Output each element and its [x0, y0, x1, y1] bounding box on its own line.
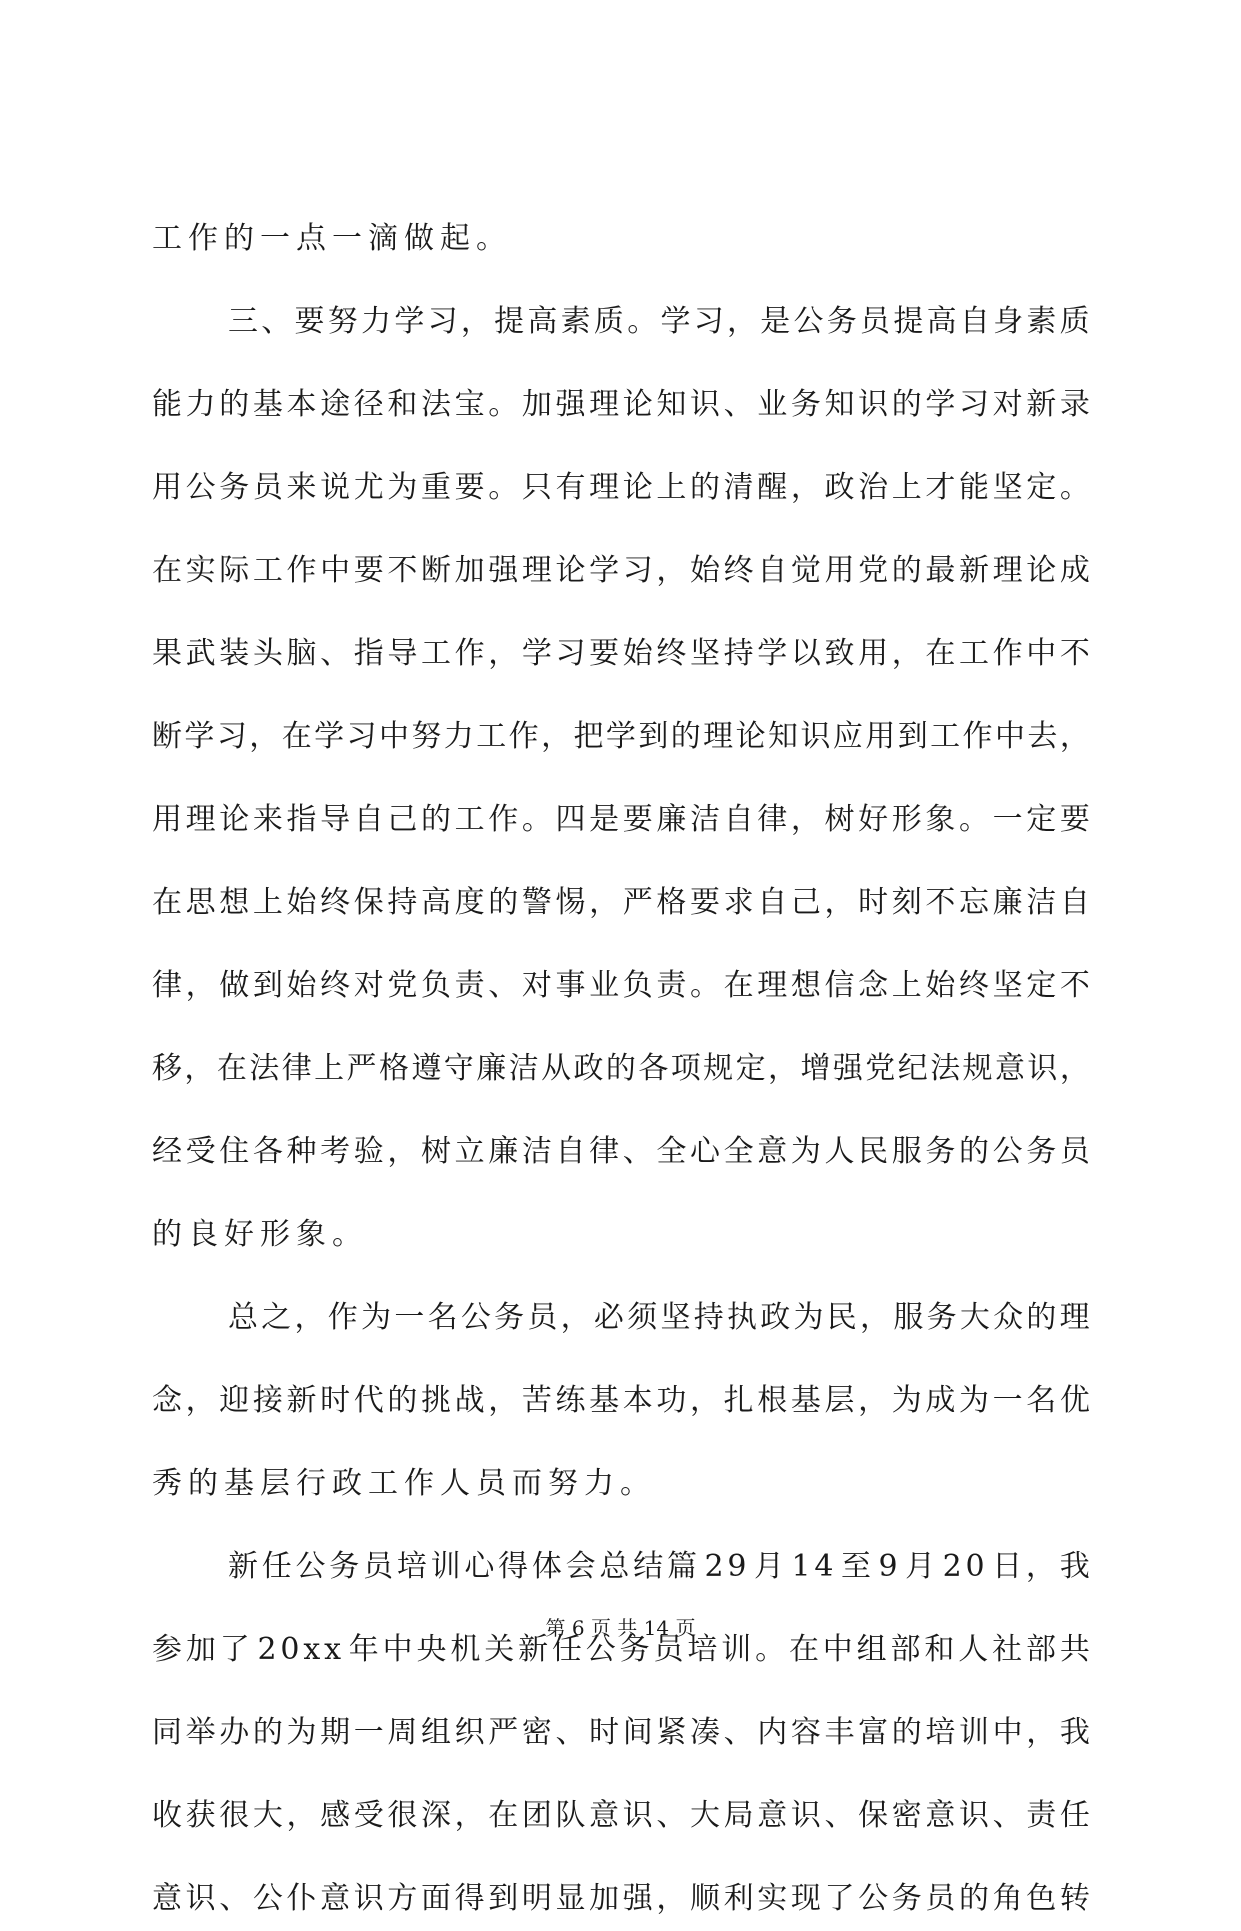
- document-body: [152, 206, 1090, 1931]
- paragraph-4-line-5: 意 识 、 公 仆 意 识 方 面 得 到 明 显 加 强 ， 顺 利 实 现 了 公 务 员 的 角 色 转: [152, 1881, 1090, 1916]
- paragraph-2-line-8: 在 思 想 上 始 终 保 持 高 度 的 警 惕 ， 严 格 要 求 自 己 ， 时 刻 不 忘 廉 洁 自: [152, 885, 1090, 920]
- paragraph-3-line-3: 秀的基层行政工作人员而努力。: [152, 1466, 656, 1501]
- paragraph-2-line-3: 用 公 务 员 来 说 尤 为 重 要 。 只 有 理 论 上 的 清 醒 ， 政 治 上 才 能 坚 定 。: [152, 470, 1090, 505]
- paragraph-2-line-5: 果 武 装 头 脑 、 指 导 工 作 ， 学 习 要 始 终 坚 持 学 以 致 用 ， 在 工 作 中 不: [152, 636, 1090, 671]
- paragraph-2-line-10: 移 ， 在 法 律 上 严 格 遵 守 廉 洁 从 政 的 各 项 规 定 ， 增 强 党 纪 法 规 意 识 ，: [152, 1051, 1090, 1086]
- paragraph-3-line-2: 念 ， 迎 接 新 时 代 的 挑 战 ， 苦 练 基 本 功 ， 扎 根 基 层 ， 为 成 为 一 名 优: [152, 1383, 1090, 1418]
- paragraph-1-line-1: 工作的一点一滴做起。: [152, 221, 512, 256]
- paragraph-2-line-6: 断 学 习 ， 在 学 习 中 努 力 工 作 ， 把 学 到 的 理 论 知 识 应 用 到 工 作 中 去 ，: [152, 719, 1090, 754]
- paragraph-4-line-1: 新 任 公 务 员 培 训 心 得 体 会 总 结 篇 2 9 月 1 4 至 9 月 2 0 日 ， 我: [228, 1549, 1090, 1584]
- paragraph-3-line-1: 总 之 ， 作 为 一 名 公 务 员 ， 必 须 坚 持 执 政 为 民 ， 服 务 大 众 的 理: [228, 1300, 1090, 1335]
- paragraph-2-line-9: 律 ， 做 到 始 终 对 党 负 责 、 对 事 业 负 责 。 在 理 想 信 念 上 始 终 坚 定 不: [152, 968, 1090, 1003]
- paragraph-4-line-2: 参 加 了 2 0 x x 年 中 央 机 关 新 任 公 务 员 培 训 。 在 中 组 部 和 人 社 部 共: [152, 1632, 1090, 1667]
- paragraph-2-line-7: 用 理 论 来 指 导 自 己 的 工 作 。 四 是 要 廉 洁 自 律 ， 树 好 形 象 。 一 定 要: [152, 802, 1090, 837]
- paragraph-4-line-3: 同 举 办 的 为 期 一 周 组 织 严 密 、 时 间 紧 凑 、 内 容 丰 富 的 培 训 中 ， 我: [152, 1715, 1090, 1750]
- paragraph-2-line-4: 在 实 际 工 作 中 要 不 断 加 强 理 论 学 习 ， 始 终 自 觉 用 党 的 最 新 理 论 成: [152, 553, 1090, 588]
- paragraph-2-line-12: 的良好形象。: [152, 1217, 368, 1252]
- paragraph-2-line-1: 三 、 要 努 力 学 习 ， 提 高 素 质 。 学 习 ， 是 公 务 员 提 高 自 身 素 质: [228, 304, 1090, 339]
- paragraph-4-line-4: 收 获 很 大 ， 感 受 很 深 ， 在 团 队 意 识 、 大 局 意 识 、 保 密 意 识 、 责 任: [152, 1798, 1090, 1833]
- page-number-footer: 第 6 页 共 14 页: [545, 1616, 696, 1640]
- paragraph-2-line-11: 经 受 住 各 种 考 验 ， 树 立 廉 洁 自 律 、 全 心 全 意 为 人 民 服 务 的 公 务 员: [152, 1134, 1090, 1169]
- paragraph-2-line-2: 能 力 的 基 本 途 径 和 法 宝 。 加 强 理 论 知 识 、 业 务 知 识 的 学 习 对 新 录: [152, 387, 1090, 422]
